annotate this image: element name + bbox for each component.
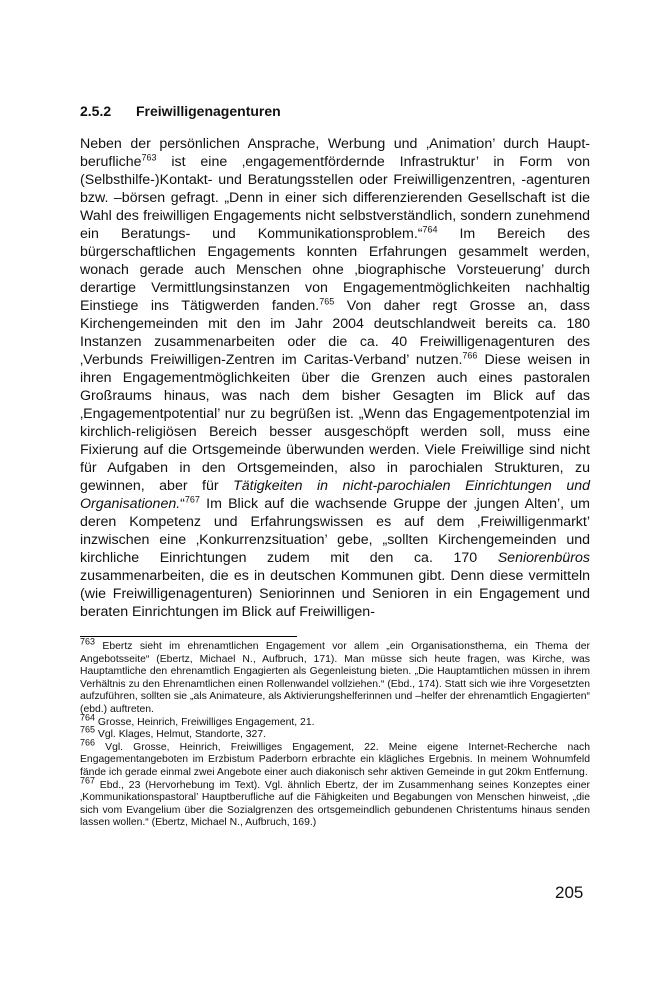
footnote-mark: 764 — [80, 712, 96, 723]
footnote-text: Ebd., 23 (Hervorhebung im Text). Vgl. ähnlich Ebertz, der im Zusammenhang seines Konzeptes einer ‚Kommunikationspastoral’ Hauptberufliche auf die Fähigkeiten und Begabungen von Menschen hinweist, „die sich vom Evangelium über die Sozialgrenzen des ortsgemeindlich gebundenen Christentums hinaus senden lassen wollen.“ (Ebertz, Michael N., Aufbruch, 169.) — [80, 779, 590, 829]
footnote-text: Ebertz sieht im ehrenamtlichen Engagement vor allem „ein Organisationsthema, ein Thema der Angebotsseite“ (Ebertz, Michael N., Aufbruch, 171). Man müsse sich heute fragen, was Kirche, was Hauptamtliche den ehrenamtlich Engagierten als Gegenleistung bieten. „Die Hauptamtlichen müssen in ihrem Verhältnis zu den Ehrenamtlichen einen Rollenwandel vollziehen.“ (Ebd., 174). Statt sich wie ihre Vorgesetzten aufzuführen, sollten sie „als Animateure, als Aktivierungshelferinnen und –helfer der ehrenamtlich Engagierten“ (ebd.) auftreten. — [80, 641, 590, 715]
footnote — [80, 724, 590, 742]
body-text — [80, 135, 590, 621]
footnote-text: Vgl. Klages, Helmut, Standorte, 327. — [95, 729, 266, 741]
italic-emphasis: Tätigkeiten in nicht-parochialen Einrichtungen und Organisationen. — [80, 478, 590, 512]
text-run: ist eine ‚engagementfördernde Infrastruktur’ in Form von (Selbsthilfe-)Kontakt- und Beratungsstellen oder Freiwilligenzentren, -agenturen bzw. –börsen gefragt. „Denn in einer sich differenzierenden Gesellschaft ist die Wahl des freiwilligen Engagements nicht selbstverständlich, sondern zunehmend ein Beratungs- und Kommunikationsproblem.“ — [80, 154, 590, 242]
footnote-mark: 766 — [80, 737, 96, 748]
footnote-mark: 763 — [80, 636, 96, 647]
section-title: Freiwilligenagenturen — [136, 103, 281, 119]
footnote-text: Vgl. Grosse, Heinrich, Freiwilliges Engagement, 22. Meine eigene Internet-Recherche nach Engagementangeboten im Erzbistum Paderborn erbrachte ein klägliches Ergebnis. In meinem Wohnumfeld fände ich gerade einmal zwei Angebote einer auch diakonisch sehr aktiven Gemeinde in gut 20km Entfernung. — [80, 741, 590, 778]
footnote — [80, 775, 590, 830]
section-heading — [80, 103, 281, 119]
footnote — [80, 737, 590, 780]
text-run: Im Blick auf die wachsende Gruppe der ‚jungen Alten’, um deren Kompetenz und Erfahrungswissen es auf dem ‚Freiwilligenmarkt’ inzwischen eine ‚Konkurrenzsituation’ gebe, „sollten Kirchengemeinden und kirchliche Einrichtungen zudem mit den ca. 170 — [80, 496, 590, 566]
footnote-ref-763[interactable]: 763 — [141, 152, 157, 163]
text-run: zusammenarbeiten, die es in deutschen Kommunen gibt. Denn diese vermitteln (wie Freiwilligenagenturen) Seniorinnen und Senioren in ein Engagement und beraten Einrichtungen im Blick auf Freiwilligen- — [80, 568, 590, 620]
footnote-ref-765[interactable]: 765 — [319, 296, 335, 307]
text-run: “ — [180, 496, 185, 512]
text-run: Im Bereich des bürgerschaftlichen Engagements konnten Erfahrungen gesammelt werden, wonach gerade auch Menschen ohne ‚biographische Vorsteuerung’ durch derartige Vermittlungsinstanzen von Engagementmöglichkeiten nachhaltig Einstiege ins Tätigwerden fanden. — [80, 226, 590, 314]
page-number: 205 — [555, 883, 584, 902]
footnote-ref-766[interactable]: 766 — [462, 350, 478, 361]
footnotes — [80, 636, 590, 830]
section-number: 2.5.2 — [80, 103, 112, 119]
footnote-text: Grosse, Heinrich, Freiwilliges Engagement, 21. — [95, 716, 315, 728]
footnote — [80, 636, 590, 717]
footnote — [80, 712, 590, 730]
footnote-ref-767[interactable]: 767 — [184, 494, 200, 505]
footnote-separator — [80, 636, 297, 637]
text-run: Neben der persönlichen Ansprache, Werbung und ‚Animation’ durch Hauptberufliche — [80, 136, 590, 170]
text-run: Diese weisen in ihren Engagementmöglichkeiten über die Grenzen auch eines pastoralen Großraums hinaus, was nach dem bisher Gesagten im Blick auf das ‚Engagementpotential’ nur zu begrüßen ist. „Wenn das Engagementpotenzial im kirchlich-religiösen Bereich besser ausgeschöpft werden soll, muss eine Fixierung auf die Ortsgemeinde überwunden werden. Viele Freiwillige sind nicht für Aufgaben in den Ortsgemeinden, also in parochialen Strukturen, zu gewinnen, aber für — [80, 352, 590, 494]
text-run: Von daher regt Grosse an, dass Kirchengemeinden mit den im Jahr 2004 deutschlandweit bereits ca. 180 Instanzen zusammenarbeiten oder die ca. 40 Freiwilligenagenturen des ‚Verbunds Freiwilligen-Zentren im Caritas-Verband’ nutzen. — [80, 298, 590, 368]
footnote-mark: 765 — [80, 724, 96, 735]
footnote-mark: 767 — [80, 775, 96, 786]
body-paragraph — [80, 135, 590, 621]
footnote-ref-764[interactable]: 764 — [422, 224, 438, 235]
italic-emphasis: Seniorenbüros — [497, 550, 590, 566]
